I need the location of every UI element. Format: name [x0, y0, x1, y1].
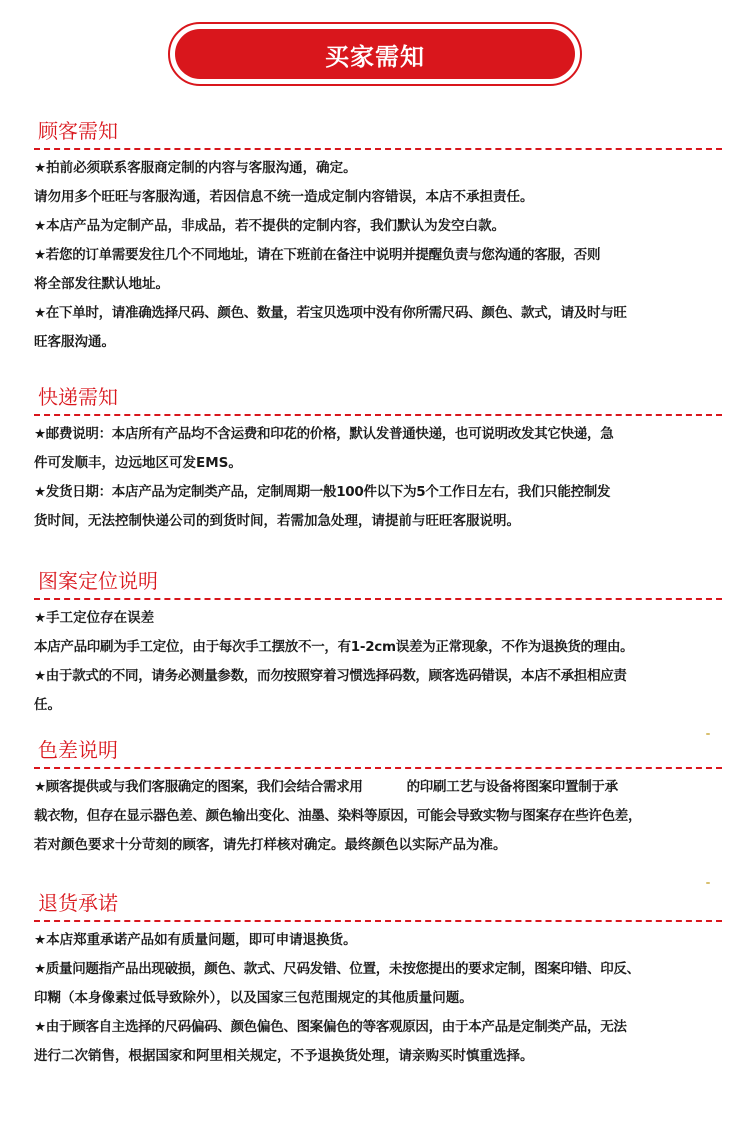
section-print-position — [34, 568, 724, 720]
dashed-divider — [34, 598, 722, 600]
text-line: 将全部发往默认地址。 — [34, 276, 169, 292]
dashed-divider — [34, 920, 722, 922]
text-line: 印糊（本身像素过低导致除外），以及国家三包范围规定的其他质量问题。 — [34, 990, 473, 1006]
section-color-difference — [34, 737, 724, 860]
text-line: 若对颜色要求十分苛刻的顾客，请先打样核对确定。最终颜色以实际产品为准。 — [34, 837, 507, 853]
text-line: 任。 — [34, 697, 61, 713]
dashed-divider — [34, 148, 722, 150]
text-line: ★邮费说明：本店所有产品均不含运费和印花的价格，默认发普通快递，也可说明改发其它快递，急 — [34, 426, 614, 442]
text-line: ★在下单时，请准确选择尺码、颜色、数量，若宝贝选项中没有你所需尺码、颜色、款式，请及时与旺 — [34, 305, 627, 321]
text-line: 载衣物，但存在显示器色差、颜色输出变化、油墨、染料等原因，可能会导致实物与图案存在些许色差， — [34, 808, 642, 824]
text-line: ★若您的订单需要发往几个不同地址，请在下班前在备注中说明并提醒负责与您沟通的客服，否则 — [34, 247, 601, 263]
section-return-promise — [34, 890, 724, 1071]
decorative-dot — [706, 733, 710, 735]
section-customer-notice — [34, 118, 724, 357]
text-line: ★本店产品为定制产品，非成品，若不提供的定制内容，我们默认为发空白款。 — [34, 218, 506, 234]
text-line: 旺客服沟通。 — [34, 334, 115, 350]
text-line: 件可发顺丰，边远地区可发EMS。 — [34, 455, 242, 471]
section-title: 顾客需知 — [38, 119, 118, 143]
banner — [168, 22, 582, 86]
section-title: 快递需知 — [38, 385, 118, 409]
text-line: ★顾客提供或与我们客服确定的图案，我们会结合需求用 的印刷工艺与设备将图案印置制于承 — [34, 779, 618, 795]
section-shipping-notice — [34, 384, 724, 536]
text-line: ★拍前必须联系客服商定制的内容与客服沟通，确定。 — [34, 160, 357, 176]
section-title: 色差说明 — [38, 738, 118, 762]
section-title: 图案定位说明 — [38, 569, 158, 593]
text-line: ★由于顾客自主选择的尺码偏码、颜色偏色、图案偏色的等客观原因，由于本产品是定制类产品，无法 — [34, 1019, 627, 1035]
decorative-dot — [706, 882, 710, 884]
section-title: 退货承诺 — [38, 891, 118, 915]
text-line: ★手工定位存在误差 — [34, 610, 155, 626]
text-line: ★由于款式的不同，请务必测量参数，而勿按照穿着习惯选择码数，顾客选码错误，本店不承担相应责 — [34, 668, 627, 684]
dashed-divider — [34, 414, 722, 416]
dashed-divider — [34, 767, 722, 769]
text-line: 货时间，无法控制快递公司的到货时间，若需加急处理，请提前与旺旺客服说明。 — [34, 513, 520, 529]
banner-pill — [175, 29, 575, 79]
text-line: ★发货日期：本店产品为定制类产品，定制周期一般100件以下为5个工作日左右，我们只能控制发 — [34, 484, 611, 500]
banner-title: 买家需知 — [325, 42, 425, 71]
text-line: 进行二次销售，根据国家和阿里相关规定，不予退换货处理，请亲购买时慎重选择。 — [34, 1048, 534, 1064]
text-line: 请勿用多个旺旺与客服沟通，若因信息不统一造成定制内容错误，本店不承担责任。 — [34, 189, 534, 205]
text-line: ★质量问题指产品出现破损，颜色、款式、尺码发错、位置，未按您提出的要求定制，图案印错、印反、 — [34, 961, 640, 977]
text-line: ★本店郑重承诺产品如有质量问题，即可申请退换货。 — [34, 932, 357, 948]
text-line: 本店产品印刷为手工定位，由于每次手工摆放不一，有1-2cm误差为正常现象，不作为退换货的理由。 — [34, 639, 634, 655]
